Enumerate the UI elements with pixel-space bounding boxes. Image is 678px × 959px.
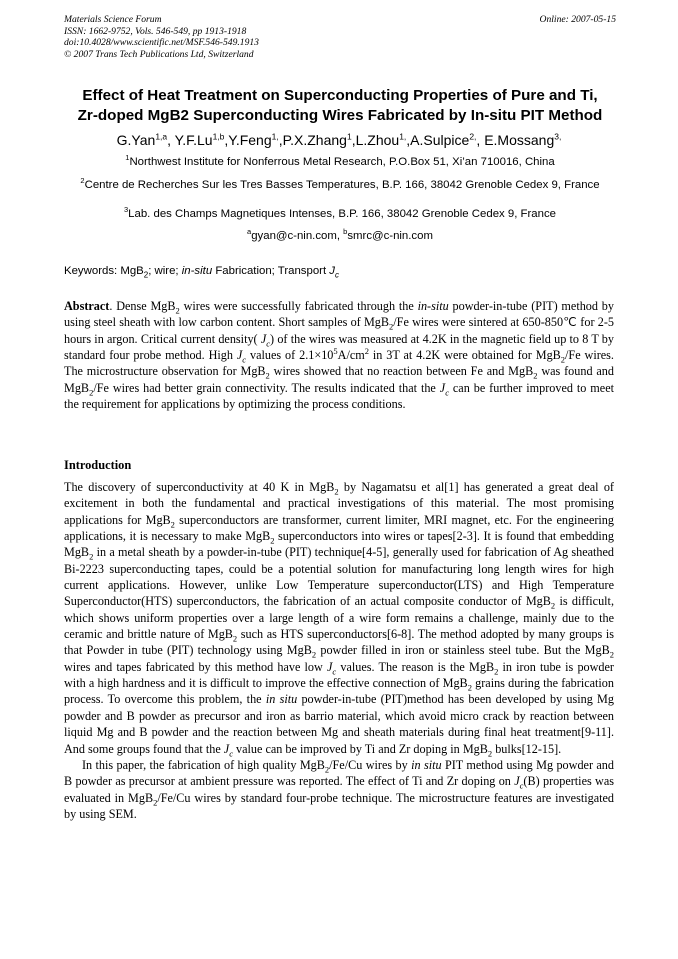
keyword-wire: ; wire; xyxy=(148,265,182,277)
keyword-mgb2: MgB xyxy=(120,265,144,277)
keyword-insitu: in-situ xyxy=(181,265,213,277)
keyword-fabrication: Fabrication; Transport xyxy=(212,265,330,277)
online-date: Online: 2007-05-15 xyxy=(539,14,616,25)
intro-paragraph-1: The discovery of superconductivity at 40 K in MgB$_2$ by Nagamatsu et al[1] has generated a great deal of excitement in both the fundamental and practical investigations of this material. The most promising applications for MgB$_2$ superconductors are transformer, current limiter, MRI magnet, etc. For the engineering applications, it is necessary to make MgB$_2$ superconductors into wires or tapes[2-3]. It is found that embedding MgB$_2$ in a metal sheath by a powder-in-tube (PIT) technique[4-5], generally used for fabrication of Ag sheathed Bi-2223 superconducting tapes, could be a potential solution for manufacturing long length wires for high current applications. However, unlike Low Temperature superconductor(LTS) and High Temperature Superconductor(HTS) superconductors, the fabrication of an actual composite conductor of MgB$_2$ is difficult, which shows uniform properties over a large length of a wire form remains a challenge, mainly due to the ceramic and brittle nature of MgB$_2$ such as HTS superconductors[6-8]. The method adopted by many groups is that Powder in tube (PIT) technology using MgB$_2$ powder filled in iron or stainless steel tube. But the MgB$_2$ wires and tapes fabricated by this method have low $J_c$ values. The reason is the MgB$_2$ in iron tube is powder with a high hardness and it is difficult to improve the effective connection of MgB$_2$ grains during the fabrication process. To overcome this problem, the in situ powder-in-tube (PIT)method has been developed by using Mg powder and B powder as precursor and iron as barrio material, which avoid micro crack by reaction between liquid Mg and B powder and the reaction between Mg and sheath materials during final heat treatment[9-11]. And some groups found that the $J_c$ value can be improved by Ti and Zr doping in MgB$_2$ bulks[12-15]. xyxy=(64,480,614,758)
affiliation-2 xyxy=(60,176,620,193)
author-affiliation-marker: 1 xyxy=(346,131,352,142)
journal-header xyxy=(64,14,616,60)
copyright-line: © 2007 Trans Tech Publications Ltd, Switzerland xyxy=(64,48,254,60)
email-b: smrc@c-nin.com xyxy=(347,230,433,242)
email-b-marker: b xyxy=(343,227,348,237)
affiliation-1 xyxy=(60,153,620,170)
author-affiliation-marker: 1, xyxy=(399,131,407,142)
abstract-paragraph xyxy=(64,298,614,412)
affiliation-1-marker: 1 xyxy=(125,153,130,163)
author-affiliation-marker: 1,b xyxy=(212,131,225,142)
affiliation-2-text: Centre de Recherches Sur les Tres Basses Temperatures, B.P. 166, 38042 Grenoble Cedex 9, France xyxy=(84,179,600,191)
keyword-jc-sub: c xyxy=(334,270,339,280)
affiliation-3 xyxy=(60,205,620,222)
author-affiliation-marker: 3, xyxy=(554,131,562,142)
keywords xyxy=(64,264,616,278)
author-name: E.Mossang xyxy=(484,132,555,148)
abstract-label: Abstract xyxy=(64,299,110,313)
author-name: A.Sulpice xyxy=(410,132,470,148)
author-name: G.Yan xyxy=(116,132,156,148)
title-line-1: Effect of Heat Treatment on Superconducting Properties of Pure and Ti, xyxy=(82,87,598,104)
author-separator: , xyxy=(351,132,356,148)
keywords-label: Keywords: xyxy=(64,265,121,277)
keyword-j: J xyxy=(329,265,335,277)
title-line-2: Zr-doped MgB2 Superconducting Wires Fabricated by In-situ PIT Method xyxy=(77,107,603,124)
author-separator: , xyxy=(278,132,283,148)
author-name: Y.Feng xyxy=(228,132,272,148)
author-affiliation-marker: 2, xyxy=(469,131,477,142)
doi-line: doi:10.4028/www.scientific.net/MSF.546-549.1913 xyxy=(64,37,259,49)
keyword-mgb2-sub: 2 xyxy=(143,270,149,280)
issn-line: ISSN: 1662-9752, Vols. 546-549, pp 1913-1918 xyxy=(64,25,247,37)
author-list xyxy=(40,131,638,149)
abstract-text: . Dense MgB$_2$ wires were successfully fabricated through the in-situ powder-in-tube (PIT) method by using steel sheath with low carbon content. Short samples of MgB$_2$/Fe wires were sintered at 650-850℃ for 2-5 hours in argon. Critical current density( $J_c$) of the wires was measured at 4.2K in the magnetic field up to 8 T by standard four probe method. High $J_c$ values of $2.1\times 10^5A/cm^2$ in 3T at 4.2K were obtained for MgB$_2$/Fe wires. The microstructure observation for MgB$_2$ wires showed that no reaction between Fe and MgB$_2$ was found and MgB$_2$/Fe wires had better grain connectivity. The results indicated that the $J_c$ can be further improved to meet the requirement for applications by optimizing the process conditions. xyxy=(64,299,614,412)
affiliation-2-marker: 2 xyxy=(80,176,85,186)
author-name: L.Zhou xyxy=(355,132,400,148)
affiliation-1-text: Northwest Institute for Nonferrous Metal Research, P.O.Box 51, Xi’an 710016, China xyxy=(129,156,555,168)
author-separator: , xyxy=(224,132,229,148)
introduction-body xyxy=(64,479,614,822)
author-separator: , xyxy=(167,132,175,148)
author-separator: , xyxy=(476,132,485,148)
introduction-heading: Introduction xyxy=(64,458,132,472)
email-a: gyan@c-nin.com, xyxy=(251,230,344,242)
author-affiliation-marker: 1, xyxy=(271,131,279,142)
email-line xyxy=(60,227,620,244)
affiliation-3-marker: 3 xyxy=(123,205,129,215)
author-affiliation-marker: 1,a xyxy=(155,131,168,142)
email-a-marker: a xyxy=(247,227,252,237)
author-name: P.X.Zhang xyxy=(282,132,347,148)
author-separator: , xyxy=(406,132,411,148)
intro-paragraph-2: In this paper, the fabrication of high quality MgB$_2$/Fe/Cu wires by in situ PIT method using Mg powder and B powder as precursor at ambient pressure was reported. The effect of Ti and Zr doping on $J_c(B)$ properties was evaluated in MgB$_2$/Fe/Cu wires by standard four-probe technique. The microstructure features are investigated by using SEM. xyxy=(64,757,614,821)
journal-name: Materials Science Forum xyxy=(64,14,162,25)
author-name: Y.F.Lu xyxy=(174,132,213,148)
affiliation-3-text: Lab. des Champs Magnetiques Intenses, B.P. 166, 38042 Grenoble Cedex 9, France xyxy=(128,208,556,220)
paper-title xyxy=(56,86,624,126)
